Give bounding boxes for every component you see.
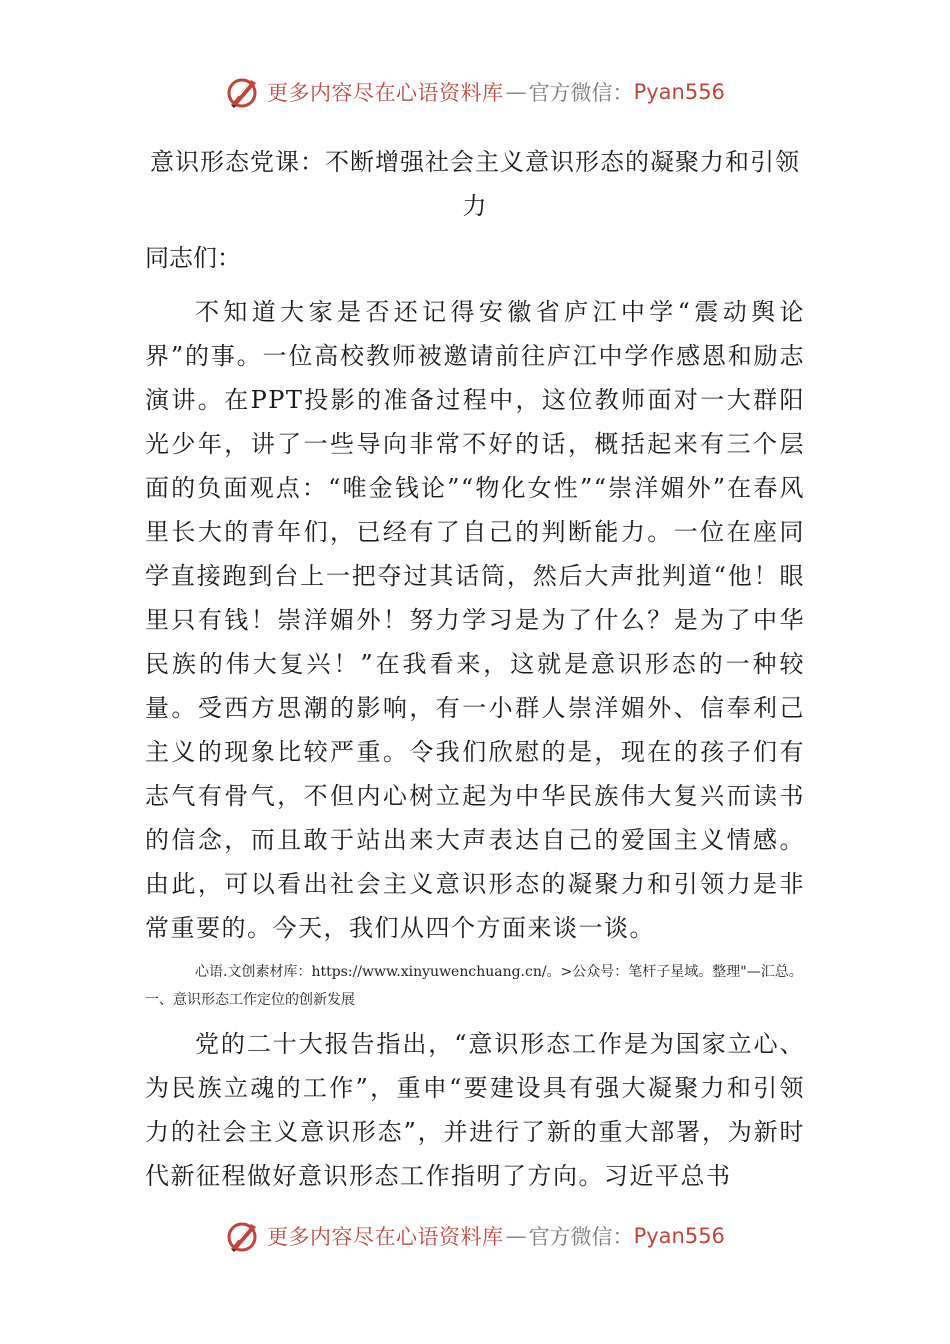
quill-logo-icon — [225, 74, 261, 110]
banner-contact-label: 官方微信： — [528, 81, 634, 105]
banner-slogan: 更多内容尽在心语资料库 — [267, 81, 504, 105]
banner-dash: — — [505, 1224, 527, 1248]
quill-logo-icon — [225, 1218, 261, 1254]
source-note: 心语.文创素材库：https://www.xinyuwenchuang.cn/。>公众号：笔杆子星域。整理"—汇总。一、意识形态工作定位的创新发展 — [145, 964, 803, 1008]
banner-contact-id: Pyan556 — [633, 1224, 725, 1248]
footer-banner-content — [225, 1218, 725, 1254]
salutation: 同志们： — [145, 244, 241, 272]
banner-contact-label: 官方微信： — [528, 1225, 634, 1249]
body-paragraph-1: 不知道大家是否还记得安徽省庐江中学“震动舆论界”的事。一位高校教师被邀请前往庐江中学作感恩和励志演讲。在PPT投影的准备过程中，这位教师面对一大群阳光少年，讲了一些导向非常不好的话，概括起来有三个层面的负面观点：“唯金钱论”“物化女性”“崇洋媚外”在春风里长大的青年们，已经有了自己的判断能力。一位在座同学直接跑到台上一把夺过其话筒，然后大声批判道“他！眼里只有钱！崇洋媚外！努力学习是为了什么？是为了中华民族的伟大复兴！”在我看来，这就是意识形态的一种较量。受西方思潮的影响，有一小群人崇洋媚外、信奉利己主义的现象比较严重。令我们欣慰的是，现在的孩子们有志气有骨气，不但内心树立起为中华民族伟大复兴而读书的信念，而且敢于站出来大声表达自己的爱国主义情感。由此，可以看出社会主义意识形态的凝聚力和引领力是非常重要的。今天，我们从四个方面来谈一谈。 — [145, 298, 805, 942]
banner-dash: — — [505, 80, 527, 104]
header-banner-content — [225, 74, 725, 110]
banner-slogan: 更多内容尽在心语资料库 — [267, 1225, 504, 1249]
document-title: 意识形态党课：不断增强社会主义意识形态的凝聚力和引领力 — [150, 148, 800, 220]
header-banner — [0, 70, 950, 114]
body-paragraph-2: 党的二十大报告指出，“意识形态工作是为国家立心、为民族立魂的工作”，重申“要建设具有强大凝聚力和引领力的社会主义意识形态”，并进行了新的重大部署，为新时代新征程做好意识形态工作指明了方向。习近平总书 — [145, 1030, 805, 1190]
banner-contact-id: Pyan556 — [633, 80, 725, 104]
footer-banner — [0, 1214, 950, 1258]
